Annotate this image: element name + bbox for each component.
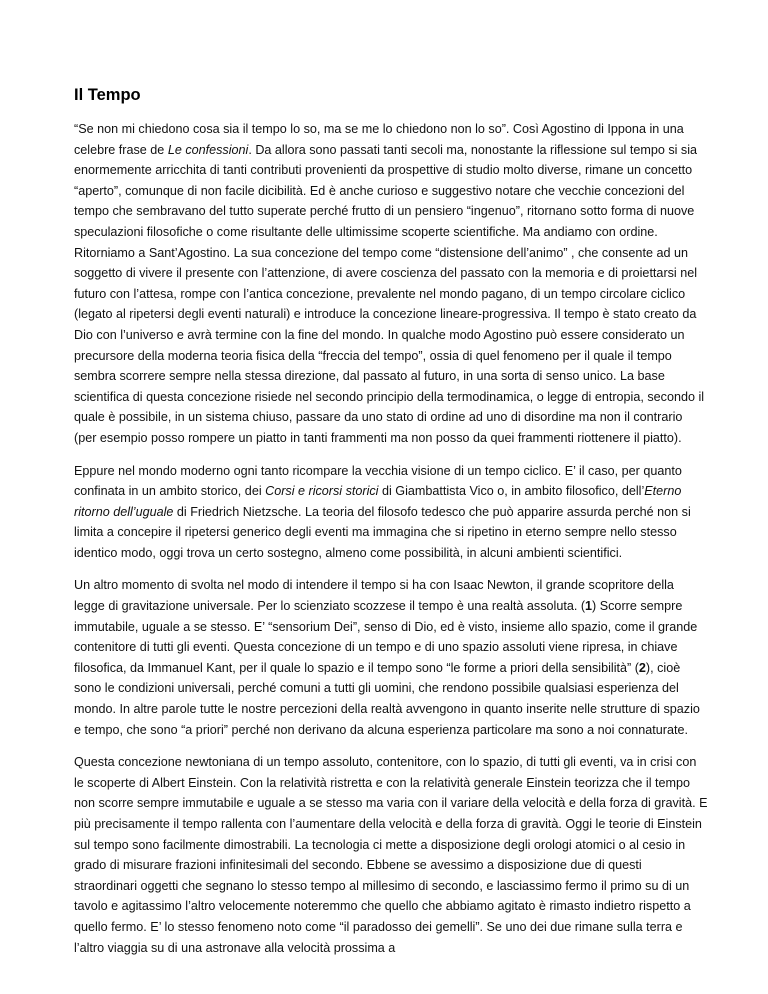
text-run: Corsi e ricorsi storici — [265, 484, 379, 499]
text-run: 1 — [585, 599, 593, 614]
paragraph-3 — [74, 575, 708, 740]
text-run: di Giambattista Vico o, in ambito filosofico, dell’ — [378, 484, 645, 499]
text-run: Questa concezione newtoniana di un tempo assoluto, contenitore, con lo spazio, di tutti gli eventi, va in crisi con le scoperte di Albert Einstein. Con la relatività ristretta e con la relatività generale Einstein teorizza che il tempo non scorre sempre immutabile e uguale a se stesso ma varia con il variare della velocità e della forza di gravità. E più precisamente il tempo rallenta con l’aumentare della velocità e della forza di gravità. Oggi le teorie di Einstein sul tempo sono facilmente dimostrabili. La tecnologia ci mette a disposizione degli orologi atomici o al cesio in grado di misurare frazioni infinitesimali del secondo. Ebbene se avessimo a disposizione due di questi straordinari oggetti che segnano lo stesso tempo al millesimo di secondo, e lasciassimo fermo il primo su di un tavolo e agitassimo l’altro velocemente noteremmo che quello che abbiamo agitato è rimasto indietro rispetto a quello fermo. E’ lo stesso fenomeno noto come “il paradosso dei gemelli”. Se uno dei due rimane sulla terra e l’altro viaggia su di una astronave alla velocità prossima a — [74, 755, 708, 955]
document-body — [74, 86, 708, 970]
text-run: ) Scorre sempre immutabile, uguale a se stesso. E’ “sensorium Dei”, senso di Dio, ed è visto, insieme allo spazio, come il grande contenitore di tutti gli eventi. Questa concezione di un tempo e di uno spazio assoluti viene ripresa, in chiave filosofica, da Immanuel Kant, per il quale lo spazio e il tempo sono “le forme a priori della sensibilità” ( — [74, 599, 698, 675]
text-run: Eterno ritorno dell’uguale — [74, 484, 682, 519]
document-title: Il Tempo — [74, 86, 141, 104]
text-run: ), cioè sono le condizioni universali, perché comuni a tutti gli uomini, che rendono possibile qualsiasi esperienza del mondo. In altre parole tutte le nostre percezioni della realtà avvengono in quanto inserite nelle strutture di spazio e tempo, che sono “a priori” perché non derivano da alcuna esperienza particolare ma sono a noi connaturate. — [74, 660, 700, 737]
paragraph-2 — [74, 461, 708, 564]
paragraph-1 — [74, 119, 708, 449]
text-run: Le confessioni — [167, 142, 249, 157]
text-run: “Se non mi chiedono cosa sia il tempo lo so, ma se me lo chiedono non lo so”. Così Agostino di Ippona in una celebre frase de — [74, 122, 684, 157]
text-run: 2 — [638, 660, 646, 675]
text-run: . Da allora sono passati tanti secoli ma, nonostante la riflessione sul tempo si sia enormemente arricchita di tanti contributi provenienti da prospettive di studio molto diverse, rimane un concetto “aperto”, comunque di non facile dicibilità. Ed è anche curioso e suggestivo notare che vecchie concezioni del tempo che sembravano del tutto superate perché frutto di un pensiero “ingenuo”, ritornano sotto forma di nuove speculazioni filosofiche o come risultante delle ultimissime scoperte scientifiche. Ma andiamo con ordine. Ritorniamo a Sant’Agostino. La sua concezione del tempo come “distensione dell’animo” , che consente ad un soggetto di vivere il presente con l’attenzione, di avere coscienza del passato con la memoria e di proiettarsi nel futuro con l’attesa, rompe con l’antica concezione, prevalente nel mondo pagano, di un tempo circolare ciclico (legato al ripetersi degli eventi naturali) e introduce la concezione lineare-progressiva. Il tempo è stato creato da Dio con l’universo e avrà termine con la fine del mondo. In qualche modo Agostino può essere considerato un precursore della moderna teoria fisica della “freccia del tempo”, ossia di quel fenomeno per il quale il tempo sembra scorrere sempre nella stessa direzione, dal passato al futuro, in una sorta di senso unico. La base scientifica di questa concezione risiede nel secondo principio della termodinamica, o legge di entropia, secondo il quale è possibile, in un sistema chiuso, passare da uno stato di ordine ad uno di disordine ma non il contrario (per esempio posso rompere un piatto in tanti frammenti ma non posso da quei frammenti riottenere il piatto). — [74, 142, 705, 445]
text-run: di Friedrich Nietzsche. La teoria del filosofo tedesco che può apparire assurda perché non si limita a concepire il ripetersi generico degli eventi ma immagina che si ripetino in eterno sempre nello stesso identico modo, oggi trova un certo sostegno, almeno come possibilità, in alcuni ambienti scientifici. — [74, 504, 691, 560]
text-run: Un altro momento di svolta nel modo di intendere il tempo si ha con Isaac Newton, il grande scopritore della legge di gravitazione universale. Per lo scienziato scozzese il tempo è una realtà assoluta. ( — [74, 578, 674, 614]
text-run: Eppure nel mondo moderno ogni tanto ricompare la vecchia visione di un tempo ciclico. E’ il caso, per quanto confinata in un ambito storico, dei — [74, 463, 682, 499]
paragraph-4 — [74, 752, 708, 958]
